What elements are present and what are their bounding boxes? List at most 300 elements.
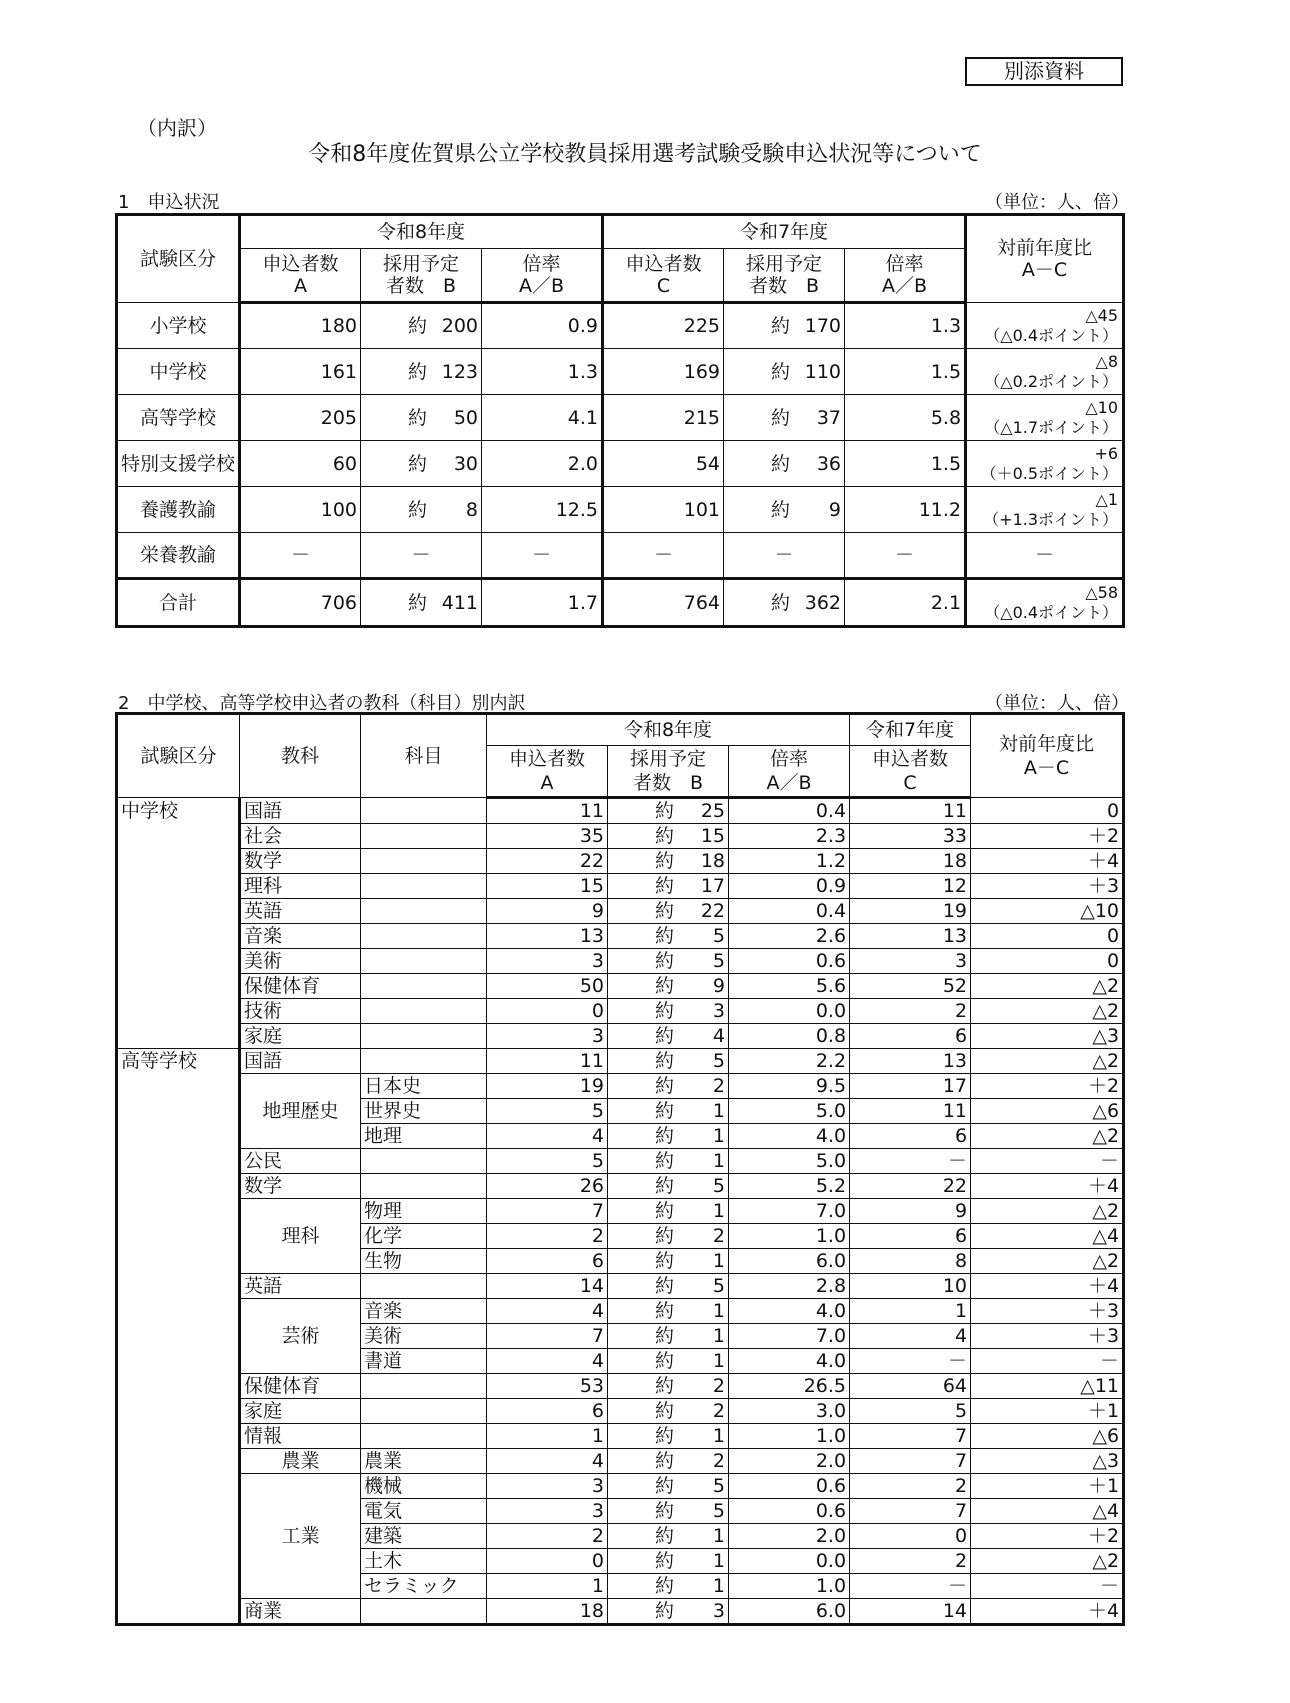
subject: 保健体育 [240, 974, 361, 999]
course: 機械 [361, 1474, 487, 1499]
planned-b [608, 899, 729, 924]
ratio-ab: 7.0 [729, 1324, 850, 1349]
diff-cell [966, 395, 1124, 441]
ratio-ab: 4.1 [482, 395, 603, 441]
ratio-ab: 0.6 [729, 1474, 850, 1499]
diff-cell [966, 349, 1124, 395]
diff: △2 [971, 974, 1124, 999]
subject: 数学 [240, 1174, 361, 1199]
section2-heading: 2 中学校、高等学校申込者の教科（科目）別内訳 [118, 693, 526, 714]
table-row [117, 1124, 1124, 1149]
exam-category: 中学校 [117, 798, 240, 824]
planned-b-value: 1 [712, 1100, 725, 1122]
table-row [117, 874, 1124, 899]
planned-b [608, 849, 729, 874]
planned-b [608, 1149, 729, 1174]
table-row [117, 1049, 1124, 1074]
planned-b [608, 1449, 729, 1474]
diff: ＋3 [971, 1299, 1124, 1324]
exam-category [117, 1099, 240, 1124]
diff: ＋3 [971, 1324, 1124, 1349]
approx-label: 約 [655, 825, 675, 847]
course: 物理 [361, 1199, 487, 1224]
planned-b-value: 5 [712, 1275, 725, 1297]
course: 書道 [361, 1349, 487, 1374]
planned-b [608, 874, 729, 899]
planned-b-value: 1 [712, 1200, 725, 1222]
planned-b7-value: 9 [828, 498, 842, 521]
status-row [117, 303, 1124, 349]
course [361, 949, 487, 974]
status-row [117, 395, 1124, 441]
planned-b [608, 1174, 729, 1199]
applicants-a: 205 [240, 395, 361, 441]
ratio-ab: 4.0 [729, 1124, 850, 1149]
diff: ＋2 [971, 824, 1124, 849]
exam-category: 特別支援学校 [117, 441, 240, 487]
course [361, 798, 487, 824]
planned-b [608, 974, 729, 999]
applicants-c: － [850, 1349, 971, 1374]
exam-category: 小学校 [117, 303, 240, 349]
planned-b [608, 824, 729, 849]
planned-b-value: 1 [712, 1350, 725, 1372]
planned-b [608, 798, 729, 824]
applicants-c: 54 [603, 441, 724, 487]
header2-diff: 対前年度比 A－C [971, 714, 1124, 798]
header2-exam-category: 試験区分 [117, 714, 240, 798]
table-row [117, 1074, 1124, 1099]
course [361, 1049, 487, 1074]
exam-category [117, 1124, 240, 1149]
planned-b-value: 1 [712, 1150, 725, 1172]
exam-category: 高等学校 [117, 395, 240, 441]
ratio-ab: 2.6 [729, 924, 850, 949]
diff: － [971, 1574, 1124, 1599]
course [361, 924, 487, 949]
planned-b [361, 487, 482, 533]
applicants-a: 14 [487, 1274, 608, 1299]
applicants-c: 19 [850, 899, 971, 924]
planned-b7 [724, 395, 845, 441]
applicants-a: 100 [240, 487, 361, 533]
ratio-ab: 2.0 [482, 441, 603, 487]
approx-label: 約 [655, 850, 675, 872]
course: 美術 [361, 1324, 487, 1349]
attachment-label: 別添資料 [965, 57, 1123, 86]
approx-label: 約 [655, 1000, 675, 1022]
diff: ＋4 [971, 1599, 1124, 1625]
exam-category: 養護教諭 [117, 487, 240, 533]
diff-count: △1 [1095, 489, 1119, 509]
course [361, 899, 487, 924]
ratio-ab: 0.4 [729, 899, 850, 924]
planned-b-value: 200 [441, 315, 478, 337]
table-row [117, 1299, 1124, 1324]
exam-category: 栄養教諭 [117, 533, 240, 579]
exam-category [117, 1074, 240, 1099]
planned-b [608, 1349, 729, 1374]
subject: 地理歴史 [240, 1099, 361, 1124]
applicants-a: 11 [487, 798, 608, 824]
diff: △10 [971, 899, 1124, 924]
course: 化学 [361, 1224, 487, 1249]
ratio-ab: 4.0 [729, 1349, 850, 1374]
approx-label: 約 [655, 1275, 675, 1297]
approx-label: 約 [655, 1250, 675, 1272]
course: 生物 [361, 1249, 487, 1274]
approx-label: 約 [655, 1225, 675, 1247]
approx-label: 約 [655, 1600, 675, 1622]
ratio-ab7: 11.2 [845, 487, 966, 533]
planned-b-value: 1 [712, 1250, 725, 1272]
table-row [117, 1349, 1124, 1374]
approx-label: 約 [655, 1025, 675, 1047]
applicants-c: 33 [850, 824, 971, 849]
approx-label: 約 [655, 1450, 675, 1472]
course [361, 1174, 487, 1199]
planned-b-value: 15 [700, 825, 725, 847]
diff-cell [966, 579, 1124, 627]
header-ratio7: 倍率 A／B [845, 249, 966, 303]
approx-label: 約 [771, 360, 791, 383]
exam-category [117, 1199, 240, 1224]
diff-cell: － [966, 533, 1124, 579]
exam-category [117, 1024, 240, 1049]
table-row [117, 1249, 1124, 1274]
diff: 0 [971, 798, 1124, 824]
applicants-c: 13 [850, 924, 971, 949]
approx-label: 約 [655, 975, 675, 997]
applicants-c: 18 [850, 849, 971, 874]
planned-b-value: 18 [700, 850, 725, 872]
planned-b-value: 1 [712, 1300, 725, 1322]
table-row [117, 1424, 1124, 1449]
ratio-ab: 2.0 [729, 1449, 850, 1474]
planned-b-value: 3 [712, 1600, 725, 1622]
header-r7: 令和7年度 [603, 215, 966, 249]
applicants-a: 4 [487, 1449, 608, 1474]
applicants-c: 7 [850, 1499, 971, 1524]
subject: 情報 [240, 1424, 361, 1449]
subject: 公民 [240, 1149, 361, 1174]
approx-label: 約 [655, 1100, 675, 1122]
header-exam-category: 試験区分 [117, 215, 240, 303]
approx-label: 約 [655, 1175, 675, 1197]
planned-b-value: 1 [712, 1325, 725, 1347]
diff: △4 [971, 1499, 1124, 1524]
exam-category [117, 899, 240, 924]
applicants-a: 13 [487, 924, 608, 949]
diff-points: （＋0.5ポイント） [980, 463, 1119, 483]
applicants-a: 0 [487, 1549, 608, 1574]
applicants-c: 2 [850, 1474, 971, 1499]
header-ratio: 倍率 A／B [482, 249, 603, 303]
applicants-c: 17 [850, 1074, 971, 1099]
exam-category: 中学校 [117, 349, 240, 395]
exam-category: 合計 [117, 579, 240, 627]
applicants-c: 12 [850, 874, 971, 899]
course: 建築 [361, 1524, 487, 1549]
table-row [117, 924, 1124, 949]
ratio-ab: 2.8 [729, 1274, 850, 1299]
table-row [117, 1099, 1124, 1124]
ratio-ab: 6.0 [729, 1249, 850, 1274]
subject: 農業 [240, 1449, 361, 1474]
course: 地理 [361, 1124, 487, 1149]
diff-cell [966, 487, 1124, 533]
header-planned-b7: 採用予定 者数 B [724, 249, 845, 303]
header-diff: 対前年度比 A－C [966, 215, 1124, 303]
table-row [117, 1374, 1124, 1399]
approx-label: 約 [655, 1150, 675, 1172]
applicants-a: 4 [487, 1299, 608, 1324]
diff-cell [966, 441, 1124, 487]
approx-label: 約 [655, 1575, 675, 1597]
applicants-c: － [850, 1574, 971, 1599]
planned-b7 [724, 487, 845, 533]
header-r8: 令和8年度 [240, 215, 603, 249]
course [361, 1424, 487, 1449]
applicants-a: 18 [487, 1599, 608, 1625]
diff-points: （△0.4ポイント） [984, 602, 1119, 622]
course [361, 1374, 487, 1399]
planned-b [608, 999, 729, 1024]
approx-label: 約 [655, 900, 675, 922]
applicants-a: 1 [487, 1574, 608, 1599]
status-row [117, 487, 1124, 533]
applicants-a: 9 [487, 899, 608, 924]
table-row [117, 849, 1124, 874]
applicants-a: 35 [487, 824, 608, 849]
exam-category [117, 849, 240, 874]
approx-label: 約 [771, 498, 791, 521]
planned-b-value: 2 [712, 1225, 725, 1247]
applicants-a: 1 [487, 1424, 608, 1449]
page-title: 令和8年度佐賀県公立学校教員採用選考試験受験申込状況等について [308, 142, 982, 167]
subject [240, 1549, 361, 1574]
diff-count: △45 [1085, 305, 1119, 325]
planned-b7-value: 36 [816, 452, 842, 475]
course [361, 1399, 487, 1424]
ratio-ab: 4.0 [729, 1299, 850, 1324]
approx-label: 約 [655, 1350, 675, 1372]
applicants-a: 53 [487, 1374, 608, 1399]
applicants-c: － [850, 1149, 971, 1174]
applicants-a: 180 [240, 303, 361, 349]
exam-category [117, 1549, 240, 1574]
planned-b-value: 8 [465, 498, 478, 521]
subject: 国語 [240, 1049, 361, 1074]
planned-b [608, 1249, 729, 1274]
planned-b [608, 1524, 729, 1549]
approx-label: 約 [655, 1425, 675, 1447]
section2-unit: （単位：人、倍） [985, 693, 1129, 714]
header2-applicants-a: 申込者数 A [487, 746, 608, 798]
planned-b-value: 5 [712, 1050, 725, 1072]
header2-r8: 令和8年度 [487, 714, 850, 746]
applicants-a: 22 [487, 849, 608, 874]
approx-label: 約 [655, 1400, 675, 1422]
applicants-c: 3 [850, 949, 971, 974]
ratio-ab7: 5.8 [845, 395, 966, 441]
ratio-ab: 0.8 [729, 1024, 850, 1049]
subject [240, 1249, 361, 1274]
exam-category [117, 1249, 240, 1274]
total-row [117, 579, 1124, 627]
ratio-ab: 9.5 [729, 1074, 850, 1099]
diff: △2 [971, 1249, 1124, 1274]
planned-b-value: 22 [700, 900, 725, 922]
planned-b7 [724, 349, 845, 395]
approx-label: 約 [655, 1475, 675, 1497]
diff: ＋4 [971, 849, 1124, 874]
planned-b-value: 17 [700, 875, 725, 897]
diff: △3 [971, 1024, 1124, 1049]
ratio-ab: 0.0 [729, 1549, 850, 1574]
subject: 英語 [240, 899, 361, 924]
planned-b-value: 4 [712, 1025, 725, 1047]
planned-b-value: 1 [712, 1550, 725, 1572]
ratio-ab: 12.5 [482, 487, 603, 533]
section1-unit: （単位：人、倍） [985, 192, 1129, 213]
applicants-c: 11 [850, 1099, 971, 1124]
planned-b-value: 123 [441, 360, 478, 383]
subject: 商業 [240, 1599, 361, 1625]
application-status-table [115, 213, 1125, 628]
applicants-a: 50 [487, 974, 608, 999]
applicants-c: 10 [850, 1274, 971, 1299]
exam-category [117, 1449, 240, 1474]
table-row [117, 1524, 1124, 1549]
diff: － [971, 1149, 1124, 1174]
header2-planned-b: 採用予定 者数 B [608, 746, 729, 798]
applicants-c: 215 [603, 395, 724, 441]
applicants-c: 7 [850, 1424, 971, 1449]
applicants-c: 4 [850, 1324, 971, 1349]
applicants-c: 169 [603, 349, 724, 395]
course: 世界史 [361, 1099, 487, 1124]
applicants-a: 3 [487, 1024, 608, 1049]
ratio-ab: 1.7 [482, 579, 603, 627]
applicants-a: 19 [487, 1074, 608, 1099]
ratio-ab: 1.3 [482, 349, 603, 395]
section1-heading: 1 申込状況 [118, 192, 220, 213]
approx-label: 約 [408, 360, 428, 383]
table-row [117, 1499, 1124, 1524]
ratio-ab: 3.0 [729, 1399, 850, 1424]
subject: 数学 [240, 849, 361, 874]
subject: 家庭 [240, 1024, 361, 1049]
planned-b-value: 5 [712, 925, 725, 947]
diff-count: +6 [1094, 443, 1119, 463]
breakdown-label: （内訳） [137, 116, 217, 140]
approx-label: 約 [655, 1200, 675, 1222]
approx-label: 約 [655, 875, 675, 897]
status-row [117, 533, 1124, 579]
approx-label: 約 [655, 1525, 675, 1547]
approx-label: 約 [655, 1075, 675, 1097]
subject: 美術 [240, 949, 361, 974]
exam-category [117, 1424, 240, 1449]
diff: △2 [971, 1199, 1124, 1224]
applicants-a: 3 [487, 949, 608, 974]
table-row [117, 1274, 1124, 1299]
diff: △6 [971, 1424, 1124, 1449]
approx-label: 約 [408, 406, 428, 429]
planned-b [608, 1024, 729, 1049]
course [361, 999, 487, 1024]
ratio-ab7: 1.3 [845, 303, 966, 349]
table-row [117, 1474, 1124, 1499]
approx-label: 約 [655, 1300, 675, 1322]
ratio-ab: 5.6 [729, 974, 850, 999]
applicants-c: 6 [850, 1024, 971, 1049]
planned-b-value: 30 [453, 452, 478, 475]
approx-label: 約 [771, 315, 791, 337]
diff-points: （△1.7ポイント） [984, 417, 1119, 437]
approx-label: 約 [655, 1375, 675, 1397]
ratio-ab: 5.2 [729, 1174, 850, 1199]
approx-label: 約 [408, 315, 428, 337]
applicants-c: 6 [850, 1224, 971, 1249]
planned-b-value: 2 [712, 1075, 725, 1097]
ratio-ab: 5.0 [729, 1099, 850, 1124]
subject: 社会 [240, 824, 361, 849]
applicants-a: 7 [487, 1324, 608, 1349]
planned-b-value: 9 [712, 975, 725, 997]
exam-category [117, 1299, 240, 1324]
course [361, 824, 487, 849]
applicants-a: 2 [487, 1224, 608, 1249]
planned-b-value: 5 [712, 1475, 725, 1497]
applicants-c: 64 [850, 1374, 971, 1399]
diff: △11 [971, 1374, 1124, 1399]
planned-b [608, 1074, 729, 1099]
ratio-ab: 0.9 [729, 874, 850, 899]
exam-category [117, 1474, 240, 1499]
applicants-a: 7 [487, 1199, 608, 1224]
course [361, 1024, 487, 1049]
ratio-ab: 0.9 [482, 303, 603, 349]
course [361, 1149, 487, 1174]
applicants-c: 0 [850, 1524, 971, 1549]
subject: 国語 [240, 798, 361, 824]
approx-label: 約 [655, 950, 675, 972]
exam-category [117, 924, 240, 949]
exam-category [117, 974, 240, 999]
planned-b-value: 5 [712, 1175, 725, 1197]
subject: 芸術 [240, 1324, 361, 1349]
subject [240, 1074, 361, 1099]
ratio-ab: 2.3 [729, 824, 850, 849]
approx-label: 約 [771, 452, 791, 475]
ratio-ab7: 1.5 [845, 441, 966, 487]
ratio-ab: 0.6 [729, 1499, 850, 1524]
exam-category [117, 1499, 240, 1524]
planned-b [361, 303, 482, 349]
table-row [117, 1574, 1124, 1599]
planned-b [608, 1124, 729, 1149]
applicants-a: 0 [487, 999, 608, 1024]
approx-label: 約 [655, 1125, 675, 1147]
applicants-a: 5 [487, 1149, 608, 1174]
planned-b-value: 5 [712, 1500, 725, 1522]
status-row [117, 349, 1124, 395]
planned-b [361, 349, 482, 395]
diff: 0 [971, 949, 1124, 974]
planned-b [608, 1199, 729, 1224]
